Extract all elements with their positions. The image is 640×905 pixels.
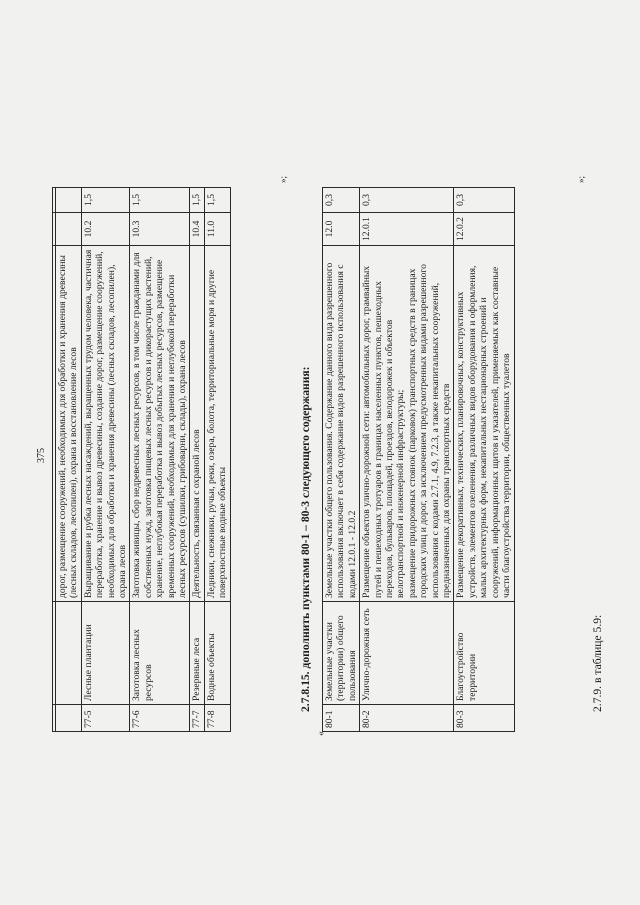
- code-cell: 80-3: [454, 705, 514, 732]
- name-cell: Лесные плантации: [81, 602, 130, 705]
- name-cell: Благоустройство территории: [454, 602, 514, 705]
- description-cell: [56, 246, 82, 602]
- code-cell: 77-5: [81, 705, 130, 732]
- description-paragraph: Заготовка живицы, сбор недревесных лесных ресурсов, в том числе гражданами для собственных нужд, заготовка пищевых лесных ресурсов и дикорастущих растений, хранение, неглубокая переработка и вывоз добытых лесных ресурсов, размещение временных сооружений, необходимых для хранения и неглубокой переработки лесных ресурсов (сушилки, грибоварни, склады), охрана лесов: [131, 252, 189, 598]
- description-paragraph: размещение придорожных стоянок (парковок) транспортных средств в границах городских улиц и дорог, за исключением предусмотренных видами разрешенного использования с кодами 2.7.1, 4.9, 7.2.3, а также некапитальных сооружений, предназначенных для охраны транспортных средств: [406, 264, 453, 598]
- value-cell: 0,3: [323, 188, 360, 213]
- table-row: [130, 188, 190, 732]
- code-cell: 77-7: [190, 705, 204, 732]
- page-number: 375: [36, 448, 47, 463]
- land-use-table-bottom: [322, 187, 515, 732]
- description-paragraph: Деятельность, связанная с охраной лесов: [191, 429, 203, 598]
- table-row: [360, 188, 454, 732]
- code-cell: 80-2: [360, 705, 454, 732]
- description-cell: [454, 246, 514, 602]
- table-row: [56, 188, 82, 732]
- value-cell: 0,3: [454, 188, 514, 213]
- footer-line: 2.7.9. в таблице 5.9:: [591, 614, 604, 712]
- rotated-page-content: [34, 108, 624, 768]
- value-cell: 1,5: [81, 188, 130, 213]
- description-paragraph: Выращивание и рубка лесных насаждений, выращенных трудом человека, частичная переработка, хранение и вывоз древесины, создание дорог, размещение сооружений, необходимых для обработки и хранения древесины (лесных складов, лесопилен), охрана лесов: [82, 249, 129, 598]
- value-cell: 1,5: [130, 188, 190, 213]
- ref-code-cell: 12.0: [323, 213, 360, 246]
- name-cell: Улично-дорожная сеть: [360, 602, 454, 705]
- description-cell: [323, 246, 360, 602]
- opening-quote: «: [316, 731, 327, 736]
- code-cell: 80-1: [323, 705, 360, 732]
- table-row: [204, 188, 230, 732]
- code-cell: 77-8: [204, 705, 230, 732]
- land-use-table-top: [52, 187, 231, 732]
- description-cell: [130, 246, 190, 602]
- code-cell: [56, 705, 82, 732]
- value-cell: [56, 188, 82, 213]
- table-row: [454, 188, 514, 732]
- description-cell: [360, 246, 454, 602]
- description-cell: [204, 246, 230, 602]
- table-row: [323, 188, 360, 732]
- value-cell: 0,3: [360, 188, 454, 213]
- ref-code-cell: 11.0: [204, 213, 230, 246]
- ref-code-cell: 10.3: [130, 213, 190, 246]
- name-cell: Земельные участки (территории) общего пользования: [323, 602, 360, 705]
- value-cell: 1,5: [190, 188, 204, 213]
- description-cell: [190, 246, 204, 602]
- value-cell: 1,5: [204, 188, 230, 213]
- closing-quote-bottom: »;: [576, 175, 586, 183]
- name-cell: Резервные леса: [190, 602, 204, 705]
- code-cell: 77-6: [130, 705, 190, 732]
- table-row: [81, 188, 130, 732]
- description-cell: [81, 246, 130, 602]
- name-cell: Водные объекты: [204, 602, 230, 705]
- ref-code-cell: 10.2: [81, 213, 130, 246]
- description-paragraph: Размещение объектов улично-дорожной сети: автомобильных дорог, трамвайных путей и пешеходных тротуаров в границах населенных пунктов, пешеходных переходов, бульваров, площадей, проездов, велодорожек и объектов велотранспортной и инженерной инфраструктуры;: [361, 265, 407, 598]
- ref-code-cell: 12.0.2: [454, 213, 514, 246]
- ref-code-cell: 10.4: [190, 213, 204, 246]
- description-paragraph: Ледники, снежники, ручьи, реки, озера, болота, территориальные моря и другие поверхностные водные объекты: [205, 269, 229, 598]
- ref-code-cell: [56, 213, 82, 246]
- description-paragraph: дорог, размещение сооружений, необходимых для обработки и хранения древесины (лесных складов, лесопилен), охрана и восстановление лесов: [57, 255, 80, 598]
- section-heading: 2.7.8.15. дополнить пунктами 80-1 – 80-3 следующего содержания:: [299, 366, 312, 712]
- ref-code-cell: 12.0.1: [360, 213, 454, 246]
- closing-quote-top: »;: [278, 175, 288, 183]
- name-cell: Заготовка лесных ресурсов: [130, 602, 190, 705]
- description-paragraph: Размещение декоративных, технических, планировочных, конструктивных устройств, элементов озеленения, различных видов оборудования и оформления, малых архитектурных форм, некапитальных нестационарных строений и сооружений, информационных щитов и указателей, применяемых как составные части благоустройства территории, общественных туалетов: [455, 265, 513, 598]
- table-row: [190, 188, 204, 732]
- description-paragraph: Земельные участки общего пользования. Содержание данного вида разрешенного использования включает в себя содержание видов разрешенного использования с кодами 12.0.1 - 12.0.2: [324, 262, 358, 598]
- name-cell: [56, 602, 82, 705]
